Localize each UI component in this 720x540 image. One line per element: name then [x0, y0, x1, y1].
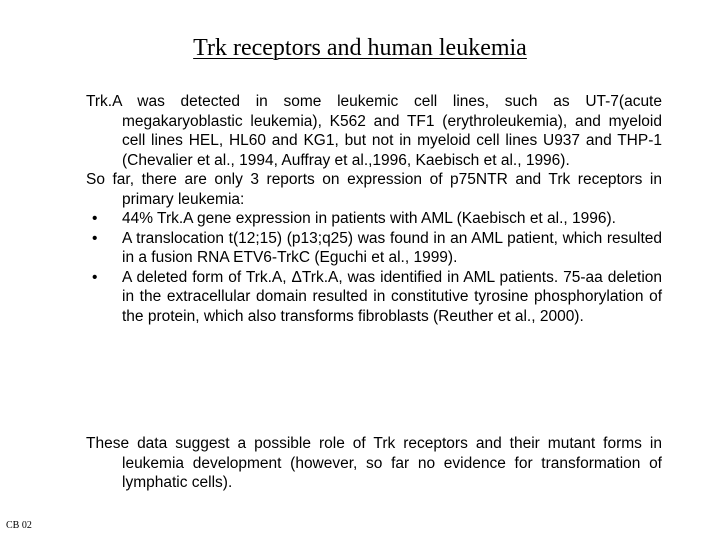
footer-label: CB 02 [6, 520, 32, 531]
list-item [86, 229, 662, 268]
main-content [86, 92, 662, 326]
bullet-text: 44% Trk.A gene expression in patients with AML (Kaebisch et al., 1996). [122, 210, 616, 227]
list-item [86, 268, 662, 327]
bullet-icon: • [92, 210, 98, 227]
bullet-icon: • [92, 229, 98, 247]
list-item [86, 209, 662, 229]
paragraph-primary-leukemia-reports: So far, there are only 3 reports on expression of p75NTR and Trk receptors in primary leukemia: [86, 171, 662, 208]
bullet-icon: • [92, 268, 98, 286]
conclusion-content [86, 434, 662, 493]
bullet-text: A deleted form of Trk.A, ΔTrk.A, was identified in AML patients. 75-aa deletion in the extracellular domain resulted in constitutive tyrosine phosphorylation of the protein, which also transforms fibroblasts (Reuther et al., 2000). [122, 268, 662, 325]
bullet-text: A translocation t(12;15) (p13;q25) was found in an AML patient, which resulted in a fusion RNA ETV6-TrkC (Eguchi et al., 1999). [122, 229, 662, 266]
slide-title: Trk receptors and human leukemia [193, 35, 527, 61]
paragraph-conclusion: These data suggest a possible role of Trk receptors and their mutant forms in leukemia development (however, so far no evidence for transformation of lymphatic cells). [86, 435, 662, 491]
reports-bullet-list [86, 209, 662, 326]
paragraph-leukemic-cell-lines: Trk.A was detected in some leukemic cell lines, such as UT-7(acute megakaryoblastic leukemia), K562 and TF1 (erythroleukemia), and myeloid cell lines HEL, HL60 and KG1, but not in myeloid cell lines U937 and THP-1 (Chevalier et al., 1994, Auffray et al.,1996, Kaebisch et al., 1996). [86, 93, 662, 169]
